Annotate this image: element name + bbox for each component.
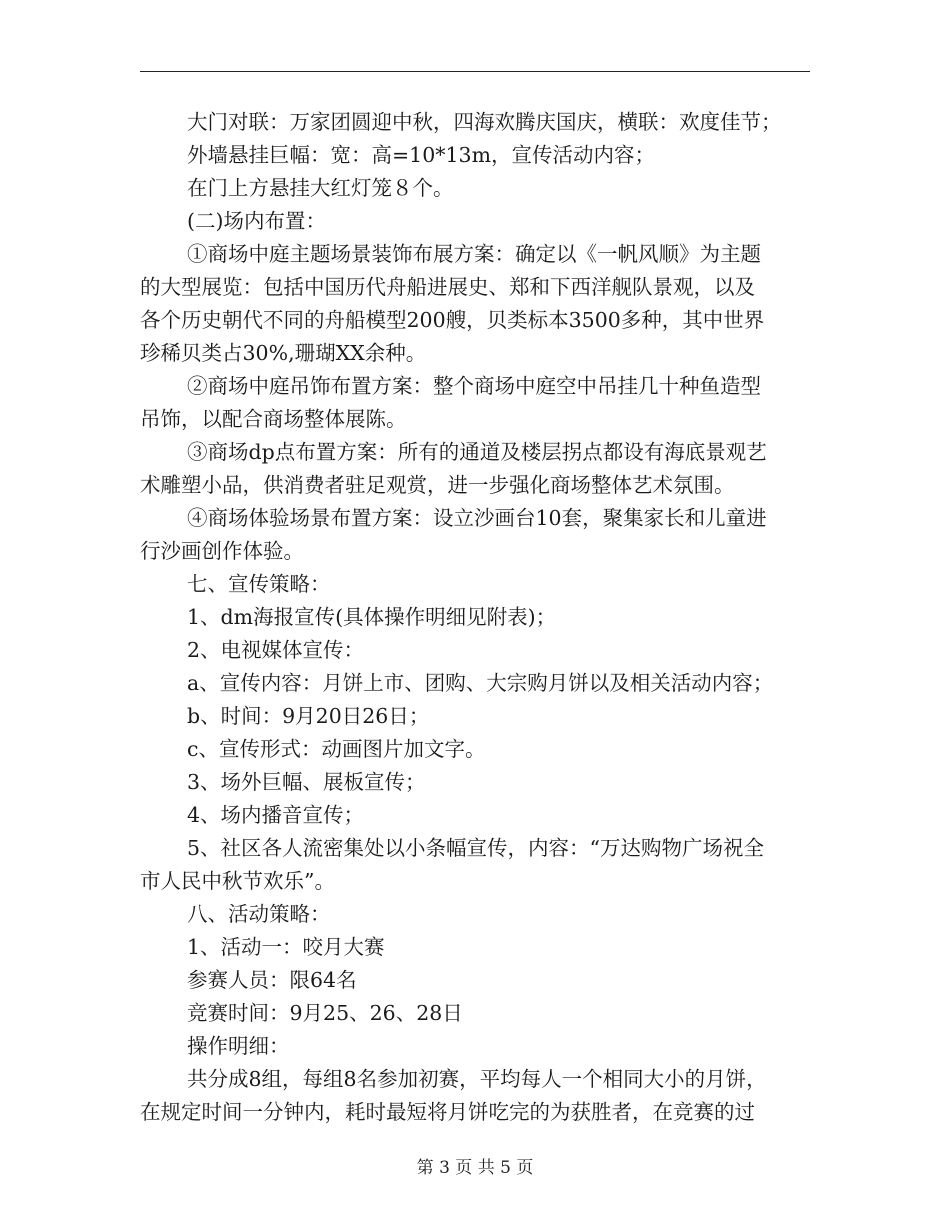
paragraph-line: 珍稀贝类占30%,珊瑚XX余种。 <box>140 341 427 365</box>
paragraph-line: ②商场中庭吊饰布置方案：整个商场中庭空中吊挂几十种鱼造型 <box>187 374 761 398</box>
document-body <box>140 106 810 1129</box>
paragraph-line: 在规定时间一分钟内，耗时最短将月饼吃完的为获胜者，在竞赛的过 <box>140 1100 755 1124</box>
paragraph-line: b、时间：9月20日26日； <box>187 704 430 728</box>
page-number-footer: 第 3 页 共 5 页 <box>416 1158 534 1178</box>
paragraph-line: 在门上方悬挂大红灯笼８个。 <box>187 176 454 200</box>
paragraph-line: 大门对联：万家团圆迎中秋，四海欢腾庆国庆，横联：欢度佳节； <box>187 110 782 134</box>
paragraph-line: 八、活动策略： <box>187 902 331 926</box>
paragraph-line: a、宣传内容：月饼上市、团购、大宗购月饼以及相关活动内容； <box>187 671 774 695</box>
paragraph-line: 各个历史朝代不同的舟船模型200艘，贝类标本3500多种，其中世界 <box>140 308 765 332</box>
paragraph-line: 吊饰，以配合商场整体展陈。 <box>140 407 407 431</box>
paragraph-line: 4、场内播音宣传； <box>187 803 365 827</box>
paragraph-line: 的大型展览：包括中国历代舟船进展史、郑和下西洋舰队景观，以及 <box>140 275 755 299</box>
paragraph-line: 1、dm海报宣传(具体操作明细见附表)； <box>187 605 557 629</box>
paragraph-line: 市人民中秋节欢乐”。 <box>140 869 335 893</box>
paragraph-line: 3、场外巨幅、展板宣传； <box>187 770 426 794</box>
paragraph-line: 5、社区各人流密集处以小条幅宣传，内容：“万达购物广场祝全 <box>187 836 765 860</box>
paragraph-line: 1、活动一：咬月大赛 <box>187 935 385 959</box>
header-rule <box>140 71 810 72</box>
paragraph-line: 操作明细： <box>187 1034 290 1058</box>
paragraph-line: 行沙画创作体验。 <box>140 539 304 563</box>
paragraph-line: ①商场中庭主题场景装饰布展方案：确定以《一帆风顺》为主题 <box>187 242 761 266</box>
paragraph-line: ③商场dp点布置方案：所有的通道及楼层拐点都设有海底景观艺 <box>187 440 767 464</box>
paragraph-line: 参赛人员：限64名 <box>187 968 357 992</box>
paragraph-line: 术雕塑小品，供消费者驻足观赏，进一步强化商场整体艺术氛围。 <box>140 473 735 497</box>
paragraph-line: 2、电视媒体宣传： <box>187 638 365 662</box>
paragraph-line: 竞赛时间：9月25、26、28日 <box>187 1001 463 1025</box>
paragraph-line: (二)场内布置： <box>187 209 326 233</box>
paragraph-line: 外墙悬挂巨幅：宽：高=10*13m，宣传活动内容； <box>187 143 656 167</box>
paragraph-line: c、宣传形式：动画图片加文字。 <box>187 737 486 761</box>
paragraph-line: ④商场体验场景布置方案：设立沙画台10套，聚集家长和儿童进 <box>187 506 767 530</box>
paragraph-line: 共分成8组，每组8名参加初赛，平均每人一个相同大小的月饼， <box>187 1067 767 1091</box>
paragraph-line: 七、宣传策略： <box>187 572 331 596</box>
